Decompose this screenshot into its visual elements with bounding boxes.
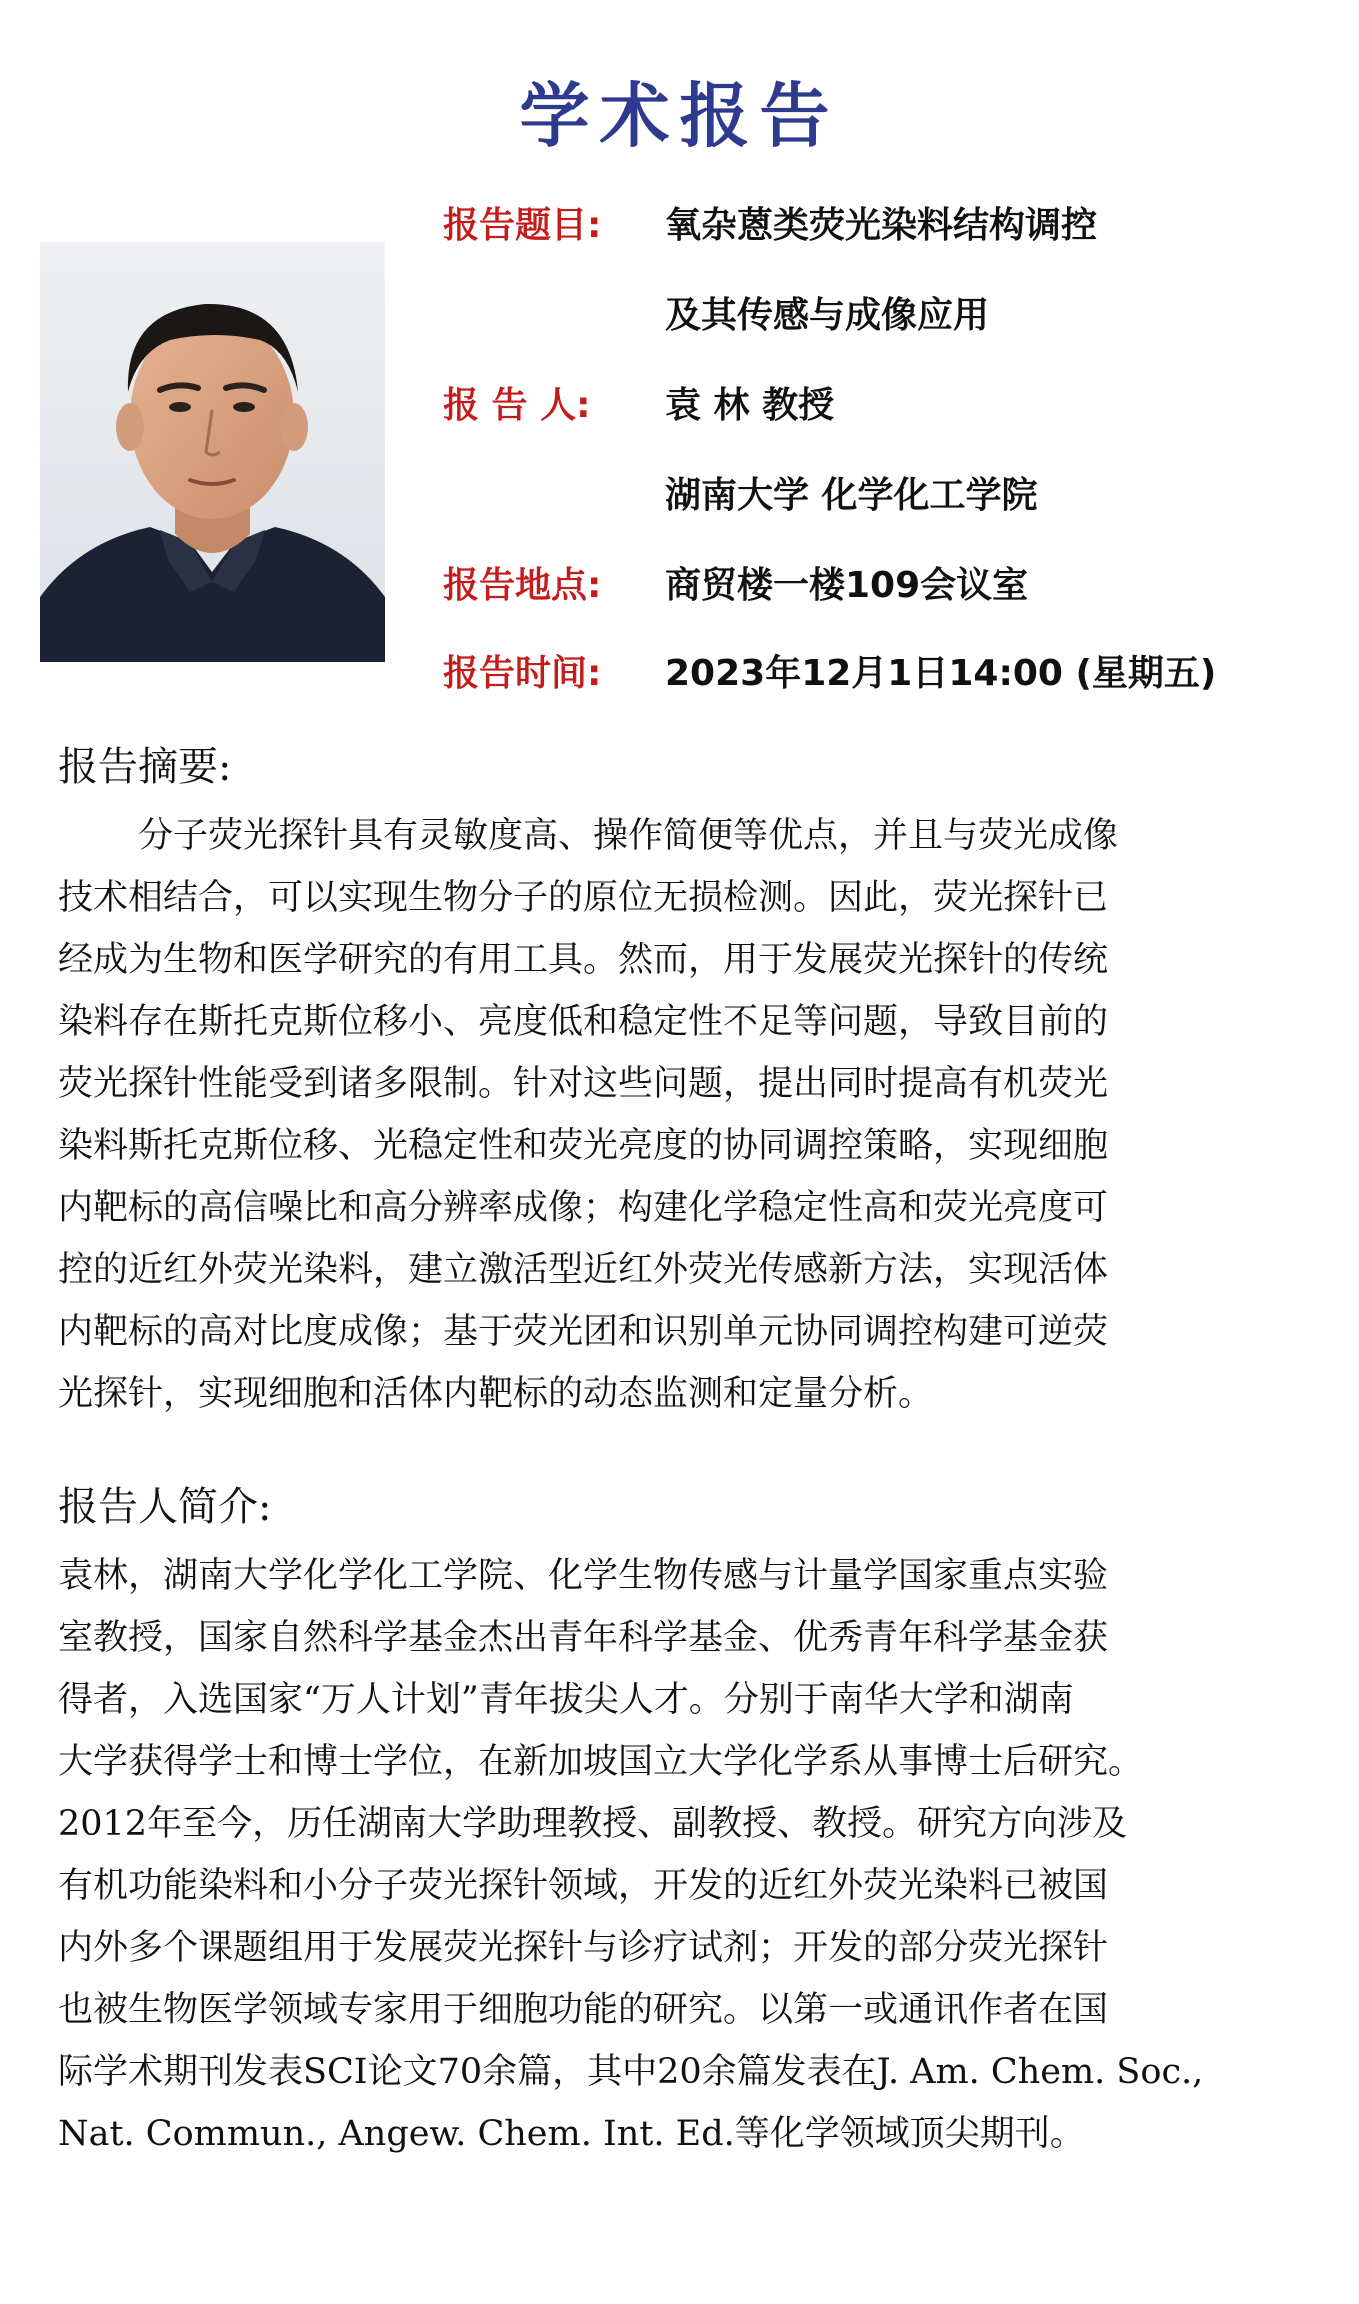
speaker-affiliation: 湖南大学 化学化工学院 [665, 475, 1038, 516]
time-value: 2023年12月1日14:00 (星期五) [665, 653, 1217, 694]
bio-line: 际学术期刊发表SCI论文70余篇，其中20余篇发表在J. Am. Chem. Soc., [58, 2052, 1204, 2092]
time-label: 报告时间: [443, 653, 602, 694]
abstract-line: 内靶标的高信噪比和高分辨率成像；构建化学稳定性高和荧光亮度可 [58, 1188, 1109, 1228]
topic-label: 报告题目: [443, 205, 602, 246]
abstract-line: 光探针，实现细胞和活体内靶标的动态监测和定量分析。 [58, 1374, 934, 1414]
abstract-line: 分子荧光探针具有灵敏度高、操作简便等优点，并且与荧光成像 [138, 816, 1119, 856]
speaker-portrait-image [40, 242, 385, 662]
bio-line: 有机功能染料和小分子荧光探针领域，开发的近红外荧光染料已被国 [58, 1866, 1109, 1906]
abstract-line: 控的近红外荧光染料，建立激活型近红外荧光传感新方法，实现活体 [58, 1250, 1109, 1290]
bio-line: 2012年至今，历任湖南大学助理教授、副教授、教授。研究方向涉及 [58, 1804, 1128, 1844]
location-value: 商贸楼一楼109会议室 [665, 565, 1029, 606]
abstract-line: 内靶标的高对比度成像；基于荧光团和识别单元协同调控构建可逆荧 [58, 1312, 1109, 1352]
abstract-line: 技术相结合，可以实现生物分子的原位无损检测。因此，荧光探针已 [58, 878, 1109, 918]
bio-heading: 报告人简介: [58, 1484, 272, 1530]
bio-line: 袁林，湖南大学化学化工学院、化学生物传感与计量学国家重点实验 [58, 1556, 1109, 1596]
abstract-paragraph [58, 805, 1323, 1425]
abstract-line: 染料斯托克斯位移、光稳定性和荧光亮度的协同调控策略，实现细胞 [58, 1126, 1109, 1166]
abstract-heading: 报告摘要: [58, 744, 232, 790]
bio-line: 也被生物医学领域专家用于细胞功能的研究。以第一或通讯作者在国 [58, 1990, 1109, 2030]
abstract-line: 经成为生物和医学研究的有用工具。然而，用于发展荧光探针的传统 [58, 940, 1109, 980]
speaker-photo [40, 242, 385, 662]
bio-line: 内外多个课题组用于发展荧光探针与诊疗试剂；开发的部分荧光探针 [58, 1928, 1109, 1968]
bio-line: 得者，入选国家“万人计划”青年拔尖人才。分别于南华大学和湖南 [58, 1680, 1074, 1720]
speaker-name: 袁 林 教授 [665, 385, 835, 426]
abstract-line: 染料存在斯托克斯位移小、亮度低和稳定性不足等问题，导致目前的 [58, 1002, 1109, 1042]
bio-paragraph [58, 1545, 1323, 2165]
bio-line: 大学获得学士和博士学位，在新加坡国立大学化学系从事博士后研究。 [58, 1742, 1144, 1782]
bio-line: Nat. Commun., Angew. Chem. Int. Ed.等化学领域顶尖期刊。 [58, 2114, 1085, 2154]
page-title: 学术报告 [519, 75, 840, 157]
abstract-line: 荧光探针性能受到诸多限制。针对这些问题，提出同时提高有机荧光 [58, 1064, 1109, 1104]
topic-value-line1: 氧杂蒽类荧光染料结构调控 [665, 205, 1098, 246]
location-label: 报告地点: [443, 565, 602, 606]
topic-value-line2: 及其传感与成像应用 [665, 295, 990, 336]
bio-line: 室教授，国家自然科学基金杰出青年科学基金、优秀青年科学基金获 [58, 1618, 1109, 1658]
speaker-label: 报 告 人: [443, 385, 591, 426]
